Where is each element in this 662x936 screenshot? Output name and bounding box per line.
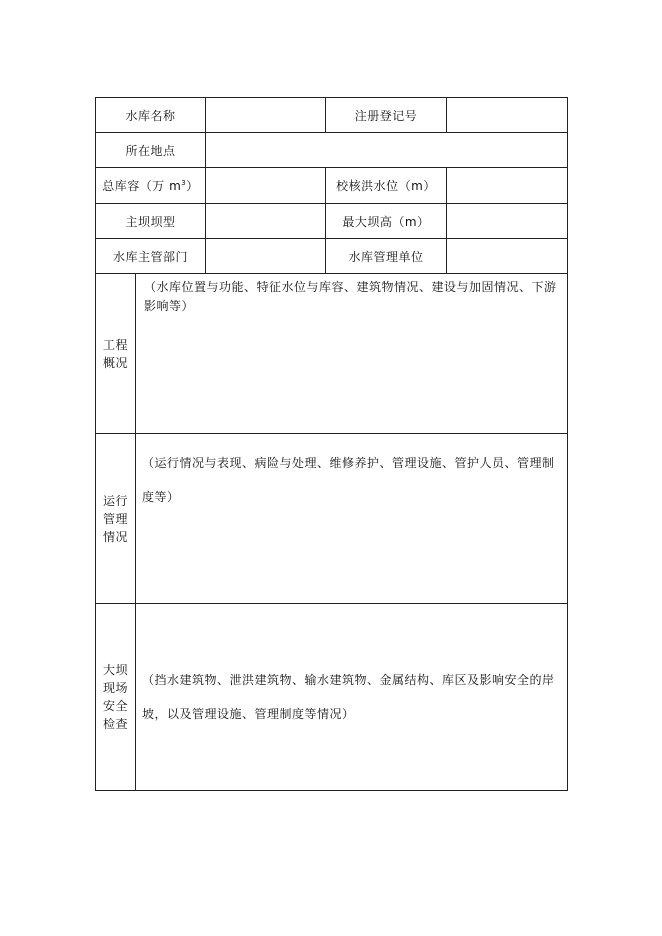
row-project-overview: [96, 274, 568, 434]
label-line: 管理: [102, 511, 128, 526]
label-line: 现场: [102, 681, 128, 695]
dam-safety-inspection-content[interactable]: （挡水建筑物、泄洪建筑物、输水建筑物、金属结构、库区及影响安全的岸坡，以及管理设施、管理制度等情况）: [136, 604, 568, 791]
row-location: [96, 133, 568, 168]
management-unit-value[interactable]: [447, 239, 568, 274]
total-capacity-label-close: ）: [186, 179, 199, 193]
check-flood-level-label: 校核洪水位（m）: [326, 168, 447, 204]
competent-authority-label: 水库主管部门: [96, 239, 206, 274]
registration-number-value[interactable]: [447, 98, 568, 133]
competent-authority-value[interactable]: [206, 239, 326, 274]
row-dam-type: [96, 204, 568, 239]
total-capacity-label: [96, 168, 206, 204]
operation-management-content[interactable]: （运行情况与表现、病险与处理、维修养护、管理设施、管护人员、管理制度等）: [136, 434, 568, 604]
dam-safety-inspection-label: [96, 604, 136, 791]
total-capacity-label-text: 总库容（万 m: [102, 179, 182, 193]
label-line: 检查: [102, 717, 128, 731]
check-flood-level-value[interactable]: [447, 168, 568, 204]
label-line: 情况: [102, 529, 128, 544]
reservoir-name-label: 水库名称: [96, 98, 206, 133]
label-line: 大坝: [102, 663, 128, 677]
label-line: 运行: [102, 493, 128, 508]
cubic-superscript: 3: [181, 179, 187, 187]
project-overview-content[interactable]: （水库位置与功能、特征水位与库容、建筑物情况、建设与加固情况、下游影响等）: [136, 274, 568, 434]
row-authority: [96, 239, 568, 274]
row-capacity: [96, 168, 568, 204]
label-line: 概况: [102, 355, 128, 370]
project-overview-label: [96, 274, 136, 434]
reservoir-info-form: [95, 97, 568, 791]
row-reservoir-name: [96, 98, 568, 133]
reservoir-name-value[interactable]: [206, 98, 326, 133]
main-dam-type-value[interactable]: [206, 204, 326, 239]
registration-number-label: 注册登记号: [326, 98, 447, 133]
operation-management-label: [96, 434, 136, 604]
location-label: 所在地点: [96, 133, 206, 168]
total-capacity-value[interactable]: [206, 168, 326, 204]
label-line: 工程: [102, 337, 128, 352]
management-unit-label: 水库管理单位: [326, 239, 447, 274]
main-dam-type-label: 主坝坝型: [96, 204, 206, 239]
max-dam-height-label: 最大坝高（m）: [326, 204, 447, 239]
row-operation-management: [96, 434, 568, 604]
location-value[interactable]: [206, 133, 568, 168]
max-dam-height-value[interactable]: [447, 204, 568, 239]
label-line: 安全: [102, 699, 128, 713]
row-safety-inspection: [96, 604, 568, 791]
